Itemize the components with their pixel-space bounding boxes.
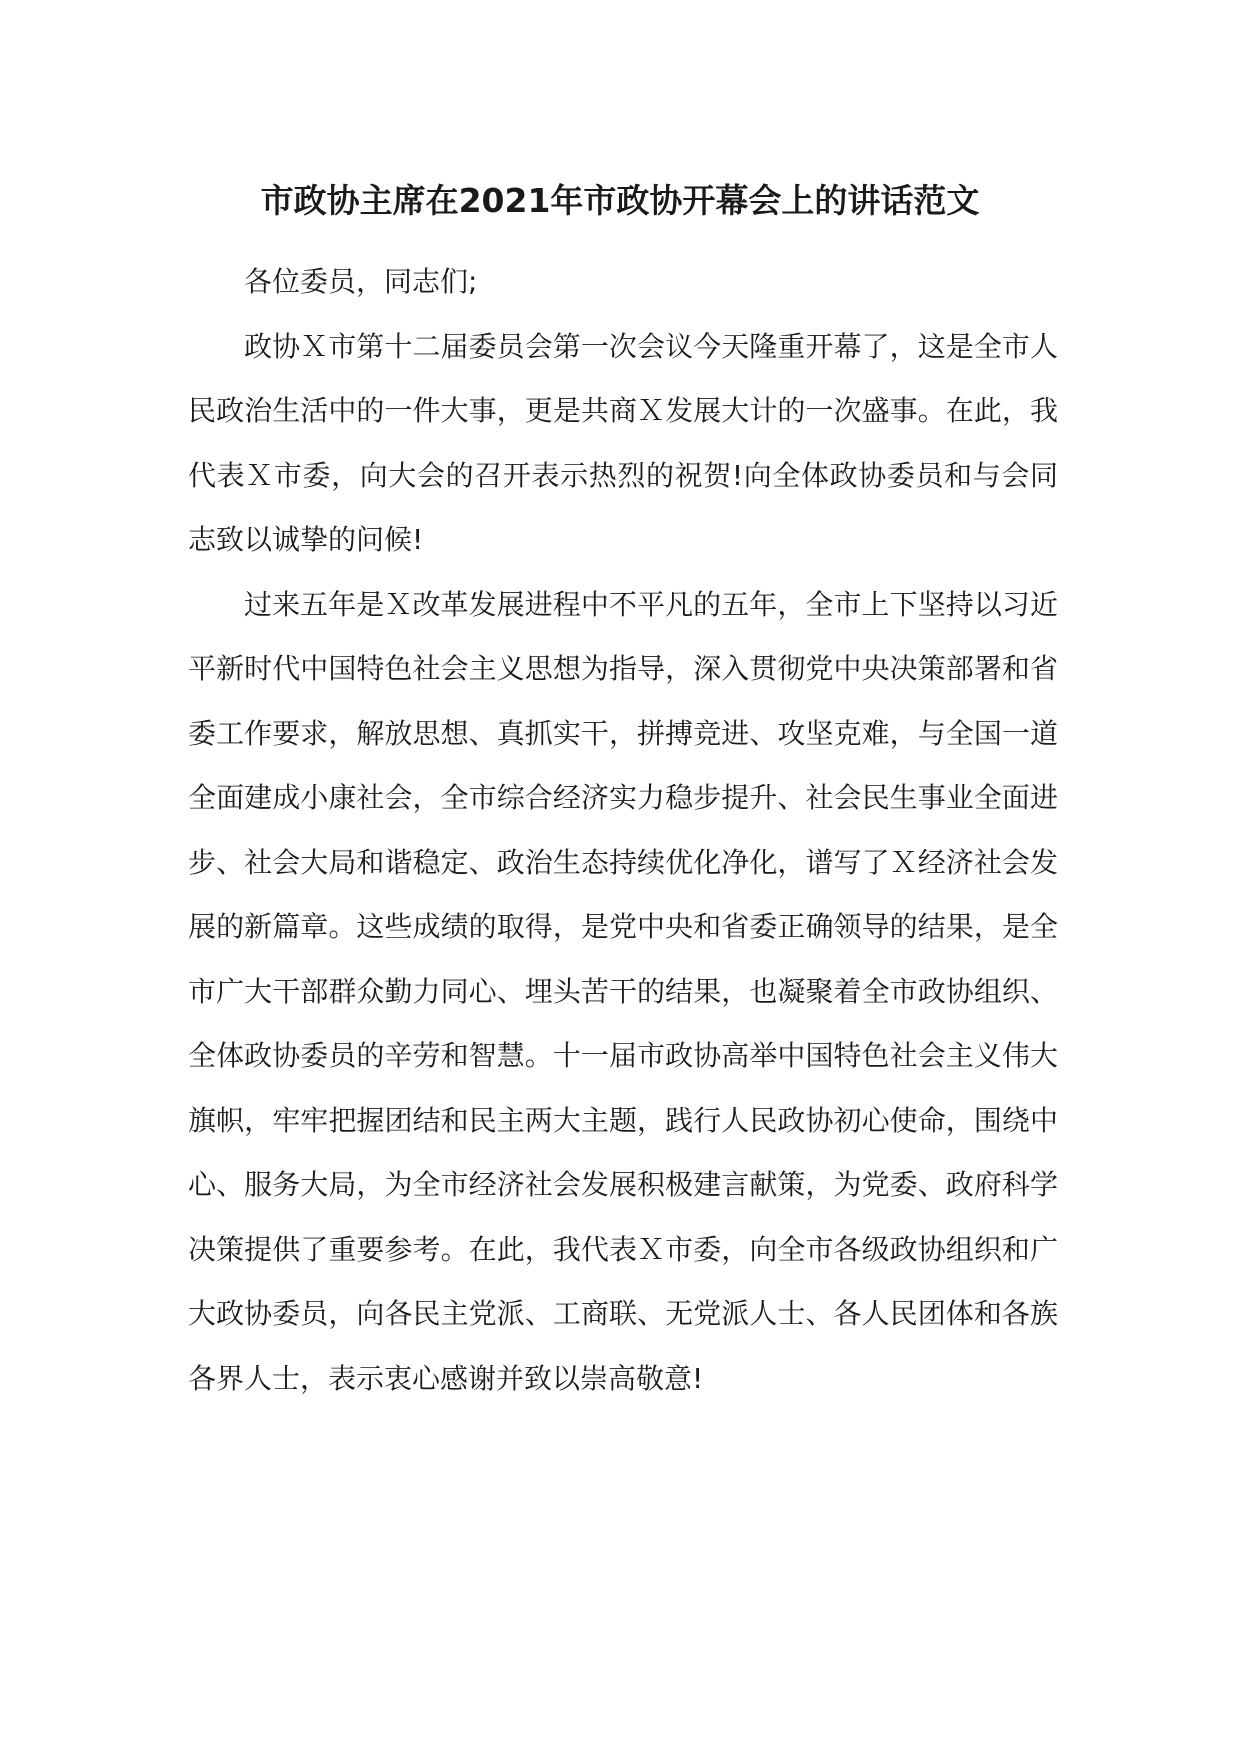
greeting-paragraph: 各位委员，同志们; — [244, 265, 478, 298]
opening-paragraph: 政协Ｘ市第十二届委员会第一次会议今天隆重开幕了，这是全市人民政治生活中的一件大事，更是共商Ｘ发展大计的一次盛事。在此，我代表Ｘ市委，向大会的召开表示热烈的祝贺!向全体政协委员和与会同志致以诚挚的问候! — [188, 329, 1058, 556]
document-title: 市政协主席在2021年市政协开幕会上的讲话范文 — [260, 181, 980, 220]
document-body — [188, 250, 1058, 1411]
review-paragraph: 过来五年是Ｘ改革发展进程中不平凡的五年，全市上下坚持以习近平新时代中国特色社会主义思想为指导，深入贯彻党中央决策部署和省委工作要求，解放思想、真抓实干，拼搏竞进、攻坚克难，与全国一道全面建成小康社会，全市综合经济实力稳步提升、社会民生事业全面进步、社会大局和谐稳定、政治生态持续优化净化，谱写了Ｘ经济社会发展的新篇章。这些成绩的取得，是党中央和省委正确领导的结果，是全市广大干部群众勤力同心、埋头苦干的结果，也凝聚着全市政协组织、全体政协委员的辛劳和智慧。十一届市政协高举中国特色社会主义伟大旗帜，牢牢把握团结和民主两大主题，践行人民政协初心使命，围绕中心、服务大局，为全市经济社会发展积极建言献策，为党委、政府科学决策提供了重要参考。在此，我代表Ｘ市委，向全市各级政协组织和广大政协委员，向各民主党派、工商联、无党派人士、各人民团体和各族各界人士，表示衷心感谢并致以崇高敬意! — [188, 587, 1058, 1395]
